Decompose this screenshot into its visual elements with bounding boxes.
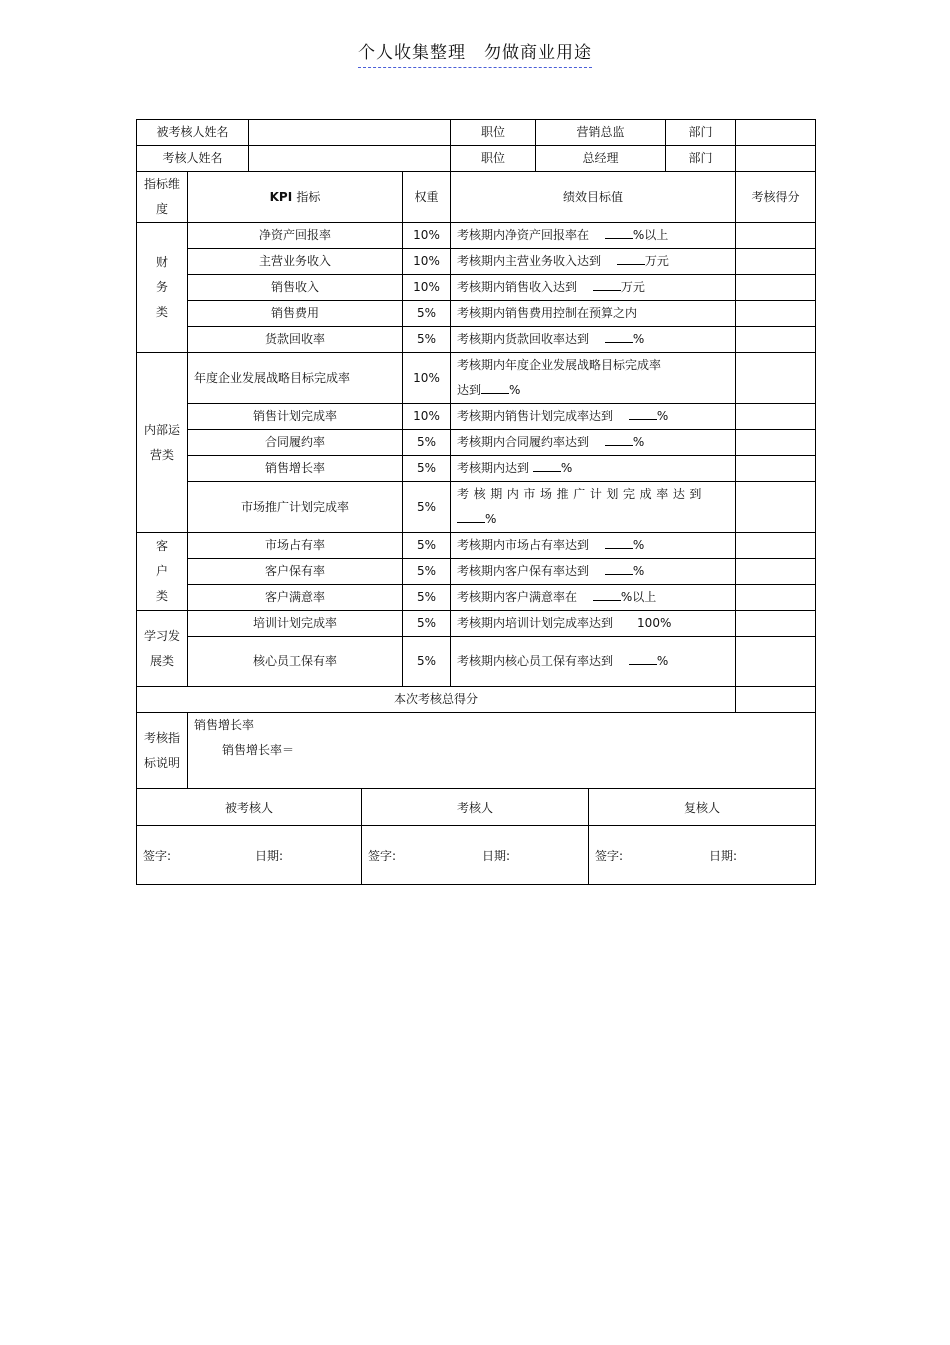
department-label: 部门	[666, 120, 736, 146]
score-field[interactable]	[736, 301, 816, 327]
blank-line	[593, 278, 621, 291]
assessor-name-field[interactable]	[249, 146, 451, 172]
blank-line	[605, 226, 633, 239]
target-cell: 考核期内客户满意率在 %以上	[451, 585, 736, 611]
target-cell: 考核期内市场推广计划完成率达到 %	[451, 482, 736, 533]
table-row	[137, 533, 816, 559]
assessee-position: 营销总监	[536, 120, 666, 146]
kpi-cell: 市场推广计划完成率	[188, 482, 403, 533]
weight-cell: 5%	[403, 611, 451, 637]
weight-cell: 10%	[403, 249, 451, 275]
score-field[interactable]	[736, 611, 816, 637]
target-header: 绩效目标值	[451, 172, 736, 223]
notes-formula: 销售增长率＝	[222, 743, 295, 757]
assessee-department-field[interactable]	[736, 120, 816, 146]
weight-header: 权重	[403, 172, 451, 223]
kpi-cell: 年度企业发展战略目标完成率	[188, 353, 403, 404]
total-label: 本次考核总得分	[137, 687, 736, 713]
weight-cell: 5%	[403, 637, 451, 687]
target-cell: 考核期内销售收入达到 万元	[451, 275, 736, 301]
score-field[interactable]	[736, 404, 816, 430]
dimension-cell: 客户类	[137, 533, 188, 611]
notes-title: 销售增长率	[194, 718, 255, 732]
position-label: 职位	[451, 146, 536, 172]
assessee-row	[137, 120, 816, 146]
table-row	[137, 611, 816, 637]
dimension-header: 指标维度	[137, 172, 188, 223]
target-cell: 考核期内培训计划完成率达到 100%	[451, 611, 736, 637]
score-field[interactable]	[736, 430, 816, 456]
blank-line	[593, 588, 621, 601]
score-field[interactable]	[736, 559, 816, 585]
signature-table	[136, 788, 816, 885]
weight-cell: 5%	[403, 585, 451, 611]
score-field[interactable]	[736, 585, 816, 611]
reviewer-signature-field[interactable]	[589, 826, 816, 885]
kpi-form	[136, 119, 815, 885]
assessee-sign-header: 被考核人	[137, 789, 362, 826]
weight-cell: 5%	[403, 559, 451, 585]
assessee-signature-field[interactable]	[137, 826, 362, 885]
total-row	[137, 687, 816, 713]
table-row	[137, 585, 816, 611]
blank-line	[629, 652, 657, 665]
blank-line	[605, 433, 633, 446]
kpi-cell: 净资产回报率	[188, 223, 403, 249]
table-row	[137, 353, 816, 404]
table-row	[137, 637, 816, 687]
score-field[interactable]	[736, 249, 816, 275]
assessor-label: 考核人姓名	[137, 146, 249, 172]
kpi-cell: 货款回收率	[188, 327, 403, 353]
blank-line	[629, 407, 657, 420]
target-cell: 考核期内货款回收率达到 %	[451, 327, 736, 353]
score-field[interactable]	[736, 327, 816, 353]
score-field[interactable]	[736, 482, 816, 533]
blank-line	[533, 459, 561, 472]
target-cell: 考核期内销售计划完成率达到 %	[451, 404, 736, 430]
kpi-cell: 合同履约率	[188, 430, 403, 456]
total-score-field[interactable]	[736, 687, 816, 713]
signature-header-row	[137, 789, 816, 826]
weight-cell: 5%	[403, 456, 451, 482]
table-row	[137, 430, 816, 456]
assessor-department-field[interactable]	[736, 146, 816, 172]
sign-label: 签字:	[595, 848, 624, 863]
table-row	[137, 327, 816, 353]
score-field[interactable]	[736, 223, 816, 249]
weight-cell: 5%	[403, 430, 451, 456]
kpi-header: KPI 指标	[188, 172, 403, 223]
kpi-cell: 销售收入	[188, 275, 403, 301]
kpi-cell: 主营业务收入	[188, 249, 403, 275]
weight-cell: 5%	[403, 301, 451, 327]
dimension-cell: 学习发展类	[137, 611, 188, 687]
target-cell: 考核期内核心员工保有率达到 %	[451, 637, 736, 687]
page-header	[0, 38, 950, 63]
assessor-row	[137, 146, 816, 172]
score-field[interactable]	[736, 456, 816, 482]
score-field[interactable]	[736, 275, 816, 301]
assessor-position: 总经理	[536, 146, 666, 172]
department-label: 部门	[666, 146, 736, 172]
table-row	[137, 482, 816, 533]
kpi-cell: 销售增长率	[188, 456, 403, 482]
score-header: 考核得分	[736, 172, 816, 223]
date-label: 日期:	[254, 848, 283, 863]
target-cell: 考核期内市场占有率达到 %	[451, 533, 736, 559]
kpi-cell: 客户保有率	[188, 559, 403, 585]
dimension-cell: 内部运营类	[137, 353, 188, 533]
score-field[interactable]	[736, 533, 816, 559]
blank-line	[481, 381, 509, 394]
target-cell: 考核期内客户保有率达到 %	[451, 559, 736, 585]
table-row	[137, 275, 816, 301]
weight-cell: 10%	[403, 275, 451, 301]
column-header-row	[137, 172, 816, 223]
target-cell: 考核期内达到 %	[451, 456, 736, 482]
header-text: 个人收集整理 勿做商业用途	[358, 43, 592, 68]
weight-cell: 5%	[403, 482, 451, 533]
reviewer-sign-header: 复核人	[589, 789, 816, 826]
position-label: 职位	[451, 120, 536, 146]
weight-cell: 10%	[403, 353, 451, 404]
target-cell: 考核期内合同履约率达到 %	[451, 430, 736, 456]
date-label: 日期:	[481, 848, 510, 863]
dimension-cell: 财务类	[137, 223, 188, 353]
notes-label: 考核指标说明	[137, 713, 188, 789]
kpi-cell: 客户满意率	[188, 585, 403, 611]
kpi-cell: 培训计划完成率	[188, 611, 403, 637]
table-row	[137, 559, 816, 585]
table-row	[137, 404, 816, 430]
assessee-label: 被考核人姓名	[137, 120, 249, 146]
kpi-cell: 销售计划完成率	[188, 404, 403, 430]
kpi-cell: 市场占有率	[188, 533, 403, 559]
score-field[interactable]	[736, 353, 816, 404]
signature-row	[137, 826, 816, 885]
kpi-cell: 销售费用	[188, 301, 403, 327]
assessee-name-field[interactable]	[249, 120, 451, 146]
target-cell: 考核期内净资产回报率在 %以上	[451, 223, 736, 249]
target-cell: 考核期内年度企业发展战略目标完成率 达到 %	[451, 353, 736, 404]
weight-cell: 5%	[403, 533, 451, 559]
weight-cell: 10%	[403, 404, 451, 430]
notes-row	[137, 713, 816, 789]
notes-content	[188, 713, 816, 789]
blank-line	[605, 562, 633, 575]
assessor-signature-field[interactable]	[362, 826, 589, 885]
score-field[interactable]	[736, 637, 816, 687]
weight-cell: 5%	[403, 327, 451, 353]
sign-label: 签字:	[143, 848, 172, 863]
blank-line	[617, 252, 645, 265]
table-row	[137, 301, 816, 327]
kpi-cell: 核心员工保有率	[188, 637, 403, 687]
table-row	[137, 456, 816, 482]
target-cell: 考核期内销售费用控制在预算之内	[451, 301, 736, 327]
blank-line	[457, 510, 485, 523]
assessor-sign-header: 考核人	[362, 789, 589, 826]
table-row	[137, 249, 816, 275]
sign-label: 签字:	[368, 848, 397, 863]
blank-line	[605, 330, 633, 343]
target-cell: 考核期内主营业务收入达到 万元	[451, 249, 736, 275]
date-label: 日期:	[708, 848, 737, 863]
weight-cell: 10%	[403, 223, 451, 249]
table-row	[137, 223, 816, 249]
blank-line	[605, 536, 633, 549]
kpi-table	[136, 119, 816, 789]
